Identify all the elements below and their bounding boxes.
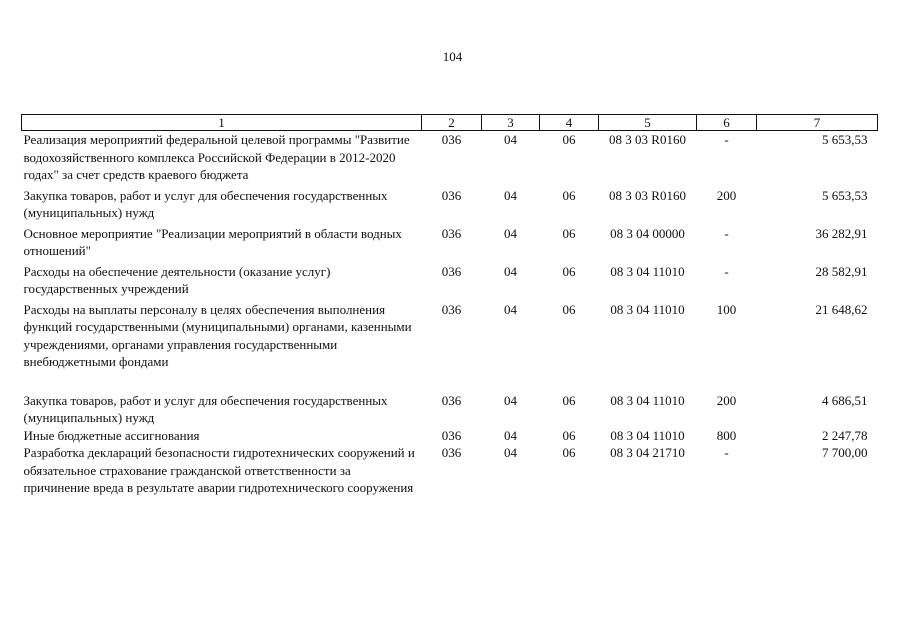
row-col-6: - bbox=[724, 263, 729, 279]
table-row bbox=[22, 187, 878, 225]
row-name: Расходы на обеспечение деятельности (оказание услуг) государственных учреждений bbox=[23, 263, 331, 296]
row-amount: 28 582,91 bbox=[815, 263, 868, 279]
row-col-5: 08 3 04 00000 bbox=[610, 225, 685, 241]
table-row bbox=[22, 225, 878, 263]
row-col-5: 08 3 03 R0160 bbox=[609, 187, 686, 203]
row-col-5: 08 3 04 11010 bbox=[610, 263, 685, 279]
page-number: 104 bbox=[442, 49, 463, 64]
table-header bbox=[22, 115, 878, 131]
row-col-4: 06 bbox=[562, 132, 576, 147]
row-col-5: 08 3 03 R0160 bbox=[609, 132, 686, 147]
header-col-2: 2 bbox=[422, 115, 482, 131]
table-row bbox=[22, 301, 878, 392]
row-col-5: 08 3 04 11010 bbox=[610, 301, 685, 317]
row-col-4: 06 bbox=[562, 301, 576, 317]
row-col-6: 800 bbox=[716, 427, 737, 443]
table-row bbox=[22, 444, 878, 500]
table-body bbox=[22, 131, 878, 500]
row-amount: 4 686,51 bbox=[822, 392, 868, 408]
table-row bbox=[22, 263, 878, 301]
row-amount: 7 700,00 bbox=[822, 445, 868, 460]
row-col-4: 06 bbox=[562, 263, 576, 279]
budget-table bbox=[21, 114, 878, 500]
row-col-6: 200 bbox=[716, 187, 737, 203]
row-col-3: 04 bbox=[504, 187, 517, 203]
row-col-2: 036 bbox=[441, 187, 462, 203]
row-col-3: 04 bbox=[504, 225, 517, 241]
row-col-2: 036 bbox=[441, 301, 462, 317]
row-amount: 36 282,91 bbox=[815, 225, 868, 241]
row-col-3: 04 bbox=[504, 392, 517, 408]
row-col-3: 04 bbox=[504, 445, 517, 460]
header-row bbox=[22, 115, 878, 131]
header-col-1: 1 bbox=[22, 115, 422, 131]
row-col-3: 04 bbox=[504, 427, 517, 443]
row-col-4: 06 bbox=[562, 392, 576, 408]
row-amount: 21 648,62 bbox=[815, 301, 868, 317]
header-col-7: 7 bbox=[757, 115, 878, 131]
row-col-2: 036 bbox=[441, 132, 462, 147]
row-col-4: 06 bbox=[562, 187, 576, 203]
table-row bbox=[22, 427, 878, 445]
row-col-5: 08 3 04 21710 bbox=[610, 445, 685, 460]
row-name: Закупка товаров, работ и услуг для обеспечения государственных (муниципальных) нужд bbox=[23, 187, 388, 220]
row-col-2: 036 bbox=[441, 427, 462, 443]
row-col-3: 04 bbox=[504, 301, 517, 317]
row-name: Реализация мероприятий федеральной целевой программы "Развитие водохозяйственного комплекса Российской Федерации в 2012-2020 годах" за счет средств краевого бюджета bbox=[23, 132, 410, 182]
row-col-4: 06 bbox=[562, 427, 576, 443]
row-name: Разработка деклараций безопасности гидротехнических сооружений и обязательное страхование гражданской ответственности за причинение вреда в результате аварии гидротехнического сооружения bbox=[23, 445, 415, 495]
row-name: Закупка товаров, работ и услуг для обеспечения государственных (муниципальных) нужд bbox=[23, 392, 388, 425]
row-name: Расходы на выплаты персоналу в целях обеспечения выполнения функций государственными (муниципальными) органами, казенными учреждениями, органами управления государственными внебюджетными фондами bbox=[23, 301, 412, 369]
row-col-4: 06 bbox=[562, 225, 576, 241]
header-col-5: 5 bbox=[599, 115, 697, 131]
row-col-2: 036 bbox=[441, 263, 462, 279]
header-col-6: 6 bbox=[697, 115, 757, 131]
header-col-3: 3 bbox=[482, 115, 540, 131]
row-col-6: - bbox=[724, 445, 729, 460]
row-col-2: 036 bbox=[441, 392, 462, 408]
table-row bbox=[22, 131, 878, 187]
row-col-2: 036 bbox=[441, 445, 462, 460]
row-col-6: 100 bbox=[716, 301, 737, 317]
row-amount: 2 247,78 bbox=[822, 427, 868, 443]
table-row bbox=[22, 392, 878, 427]
row-col-5: 08 3 04 11010 bbox=[610, 427, 685, 443]
row-name: Основное мероприятие "Реализации мероприятий в области водных отношений" bbox=[23, 225, 402, 258]
row-col-4: 06 bbox=[562, 445, 576, 460]
row-col-6: - bbox=[724, 132, 729, 147]
row-amount: 5 653,53 bbox=[822, 187, 868, 203]
row-col-6: 200 bbox=[716, 392, 737, 408]
row-col-6: - bbox=[724, 225, 729, 241]
row-amount: 5 653,53 bbox=[822, 132, 868, 147]
row-name: Иные бюджетные ассигнования bbox=[23, 427, 200, 443]
row-col-2: 036 bbox=[441, 225, 462, 241]
row-col-5: 08 3 04 11010 bbox=[610, 392, 685, 408]
row-col-3: 04 bbox=[504, 263, 517, 279]
row-col-3: 04 bbox=[504, 132, 517, 147]
header-col-4: 4 bbox=[540, 115, 599, 131]
